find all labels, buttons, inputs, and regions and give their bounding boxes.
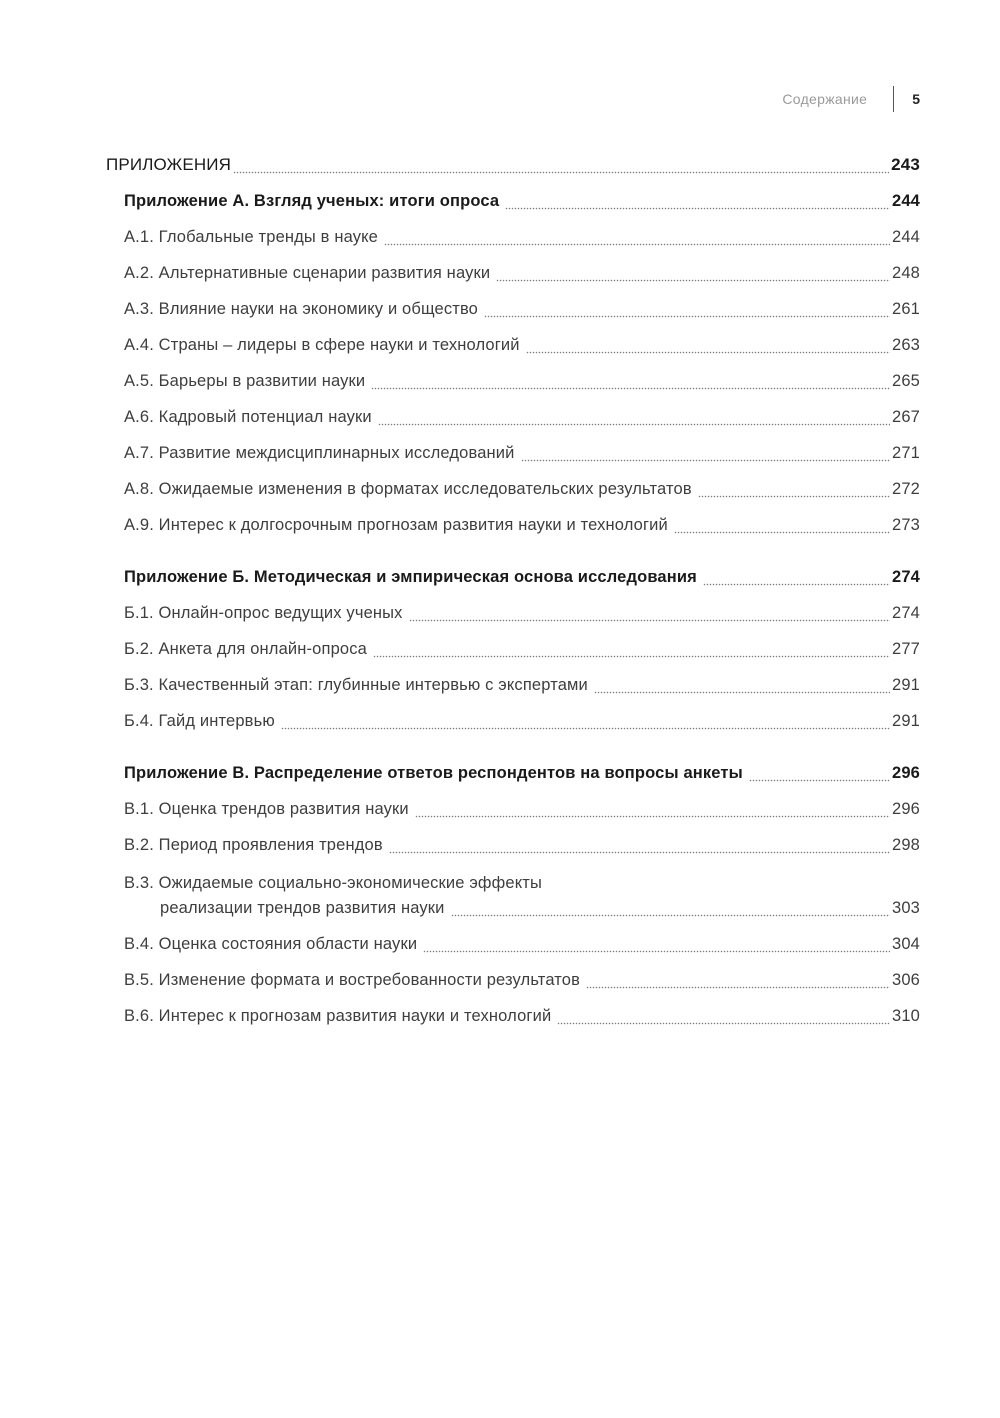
dot-leader — [703, 562, 890, 592]
dot-leader — [451, 893, 891, 923]
dot-leader — [378, 402, 890, 432]
toc-entry-title: А.8. Ожидаемые изменения в форматах исследовательских результатов — [124, 480, 692, 498]
dot-leader — [373, 634, 890, 664]
dot-leader — [521, 438, 891, 468]
dot-leader — [415, 794, 890, 824]
toc-entry-a5[interactable] — [124, 366, 920, 396]
toc-entry-title: А.3. Влияние науки на экономику и общество — [124, 300, 479, 318]
page-number: 5 — [912, 91, 920, 107]
toc-entry-title: Б.3. Качественный этап: глубинные интервью с экспертами — [124, 676, 588, 694]
toc-entry-c4[interactable] — [124, 929, 920, 959]
dot-leader — [526, 330, 890, 360]
toc-entry-page: 248 — [892, 264, 920, 282]
toc-entry-a8[interactable] — [124, 474, 920, 504]
dot-leader — [423, 929, 890, 959]
toc-entry-page: 274 — [892, 568, 920, 586]
toc-entry-title: А.4. Страны – лидеры в сфере науки и технологий — [124, 336, 520, 354]
toc-entry-c3-line1[interactable]: В.3. Ожидаемые социально-экономические эффекты — [124, 874, 542, 892]
toc-entry-page: 272 — [892, 480, 920, 498]
toc-entry-title: Б.1. Онлайн-опрос ведущих ученых — [124, 604, 403, 622]
toc-entry-page: 261 — [892, 300, 920, 318]
toc-entry-page: 274 — [892, 604, 920, 622]
toc-entry-title: Приложение В. Распределение ответов респондентов на вопросы анкеты — [124, 764, 743, 782]
toc-entry-title: реализации трендов развития науки — [160, 899, 445, 917]
toc-entry-appendix-c[interactable] — [124, 758, 920, 788]
toc-entry-title: А.9. Интерес к долгосрочным прогнозам развития науки и технологий — [124, 516, 668, 534]
toc-entry-page: 303 — [892, 899, 920, 917]
toc-entry-page: 263 — [892, 336, 920, 354]
toc-entry-title: В.1. Оценка трендов развития науки — [124, 800, 409, 818]
dot-leader — [586, 965, 890, 995]
dot-leader — [281, 706, 890, 736]
dot-leader — [505, 186, 890, 216]
toc-entry-page: 267 — [892, 408, 920, 426]
toc-entry-b2[interactable] — [124, 634, 920, 664]
toc-entry-page: 298 — [892, 836, 920, 854]
toc-entry-page: 244 — [892, 192, 920, 210]
dot-leader — [674, 510, 890, 540]
toc-entry-c1[interactable] — [124, 794, 920, 824]
toc-entry-title: А.2. Альтернативные сценарии развития науки — [124, 264, 491, 282]
toc-entry-title: ПРИЛОЖЕНИЯ — [106, 155, 232, 174]
dot-leader — [384, 222, 890, 252]
toc-entry-title: В.4. Оценка состояния области науки — [124, 935, 418, 953]
toc-entry-b3[interactable] — [124, 670, 920, 700]
dot-leader — [233, 150, 889, 180]
toc-entry-title: А.7. Развитие междисциплинарных исследований — [124, 444, 515, 462]
toc-entry-title: В.5. Изменение формата и востребованности результатов — [124, 971, 581, 989]
running-header — [782, 86, 920, 112]
toc-entry-page: 296 — [892, 800, 920, 818]
toc-entry-appendix-a[interactable] — [124, 186, 920, 216]
toc-entry-page: 296 — [892, 764, 920, 782]
toc-entry-title: Приложение Б. Методическая и эмпирическая основа исследования — [124, 568, 697, 586]
toc-entry-a3[interactable] — [124, 294, 920, 324]
toc-entry-title: Б.2. Анкета для онлайн-опроса — [124, 640, 367, 658]
dot-leader — [484, 294, 890, 324]
toc-entry-title: А.5. Барьеры в развитии науки — [124, 372, 366, 390]
toc-entry-page: 243 — [891, 155, 920, 174]
dot-leader — [749, 758, 890, 788]
toc-entry-a4[interactable] — [124, 330, 920, 360]
toc-entry-title: В.6. Интерес к прогнозам развития науки и технологий — [124, 1007, 552, 1025]
toc-entry-c5[interactable] — [124, 965, 920, 995]
dot-leader — [371, 366, 890, 396]
toc-entry-title: А.6. Кадровый потенциал науки — [124, 408, 372, 426]
toc-entry-c3[interactable] — [160, 893, 920, 923]
header-divider — [893, 86, 894, 112]
toc-entry-title: В.2. Период проявления трендов — [124, 836, 383, 854]
dot-leader — [389, 830, 890, 860]
toc-entry-page: 291 — [892, 676, 920, 694]
toc-entry-a2[interactable] — [124, 258, 920, 288]
toc-entry-title: Б.4. Гайд интервью — [124, 712, 275, 730]
toc-entry-c6[interactable] — [124, 1001, 920, 1031]
toc-entry-appendix-b[interactable] — [124, 562, 920, 592]
toc-entry-page: 271 — [892, 444, 920, 462]
dot-leader — [496, 258, 890, 288]
toc-entry-b1[interactable] — [124, 598, 920, 628]
toc-entry-appendices[interactable] — [106, 150, 920, 180]
toc-entry-b4[interactable] — [124, 706, 920, 736]
toc-entry-title: Приложение А. Взгляд ученых: итоги опроса — [124, 192, 500, 210]
toc-entry-page: 291 — [892, 712, 920, 730]
dot-leader — [594, 670, 890, 700]
dot-leader — [698, 474, 890, 504]
toc-entry-page: 277 — [892, 640, 920, 658]
toc-entry-page: 244 — [892, 228, 920, 246]
toc-entry-page: 306 — [892, 971, 920, 989]
toc-entry-a6[interactable] — [124, 402, 920, 432]
header-section-title: Содержание — [782, 91, 868, 107]
toc-entry-c2[interactable] — [124, 830, 920, 860]
toc-entry-a7[interactable] — [124, 438, 920, 468]
toc-entry-a9[interactable] — [124, 510, 920, 540]
dot-leader — [557, 1001, 890, 1031]
toc-entry-page: 310 — [892, 1007, 920, 1025]
toc-entry-title: А.1. Глобальные тренды в науке — [124, 228, 379, 246]
toc-entry-page: 265 — [892, 372, 920, 390]
toc-entry-page: 304 — [892, 935, 920, 953]
toc-entry-a1[interactable] — [124, 222, 920, 252]
dot-leader — [409, 598, 890, 628]
toc-entry-page: 273 — [892, 516, 920, 534]
